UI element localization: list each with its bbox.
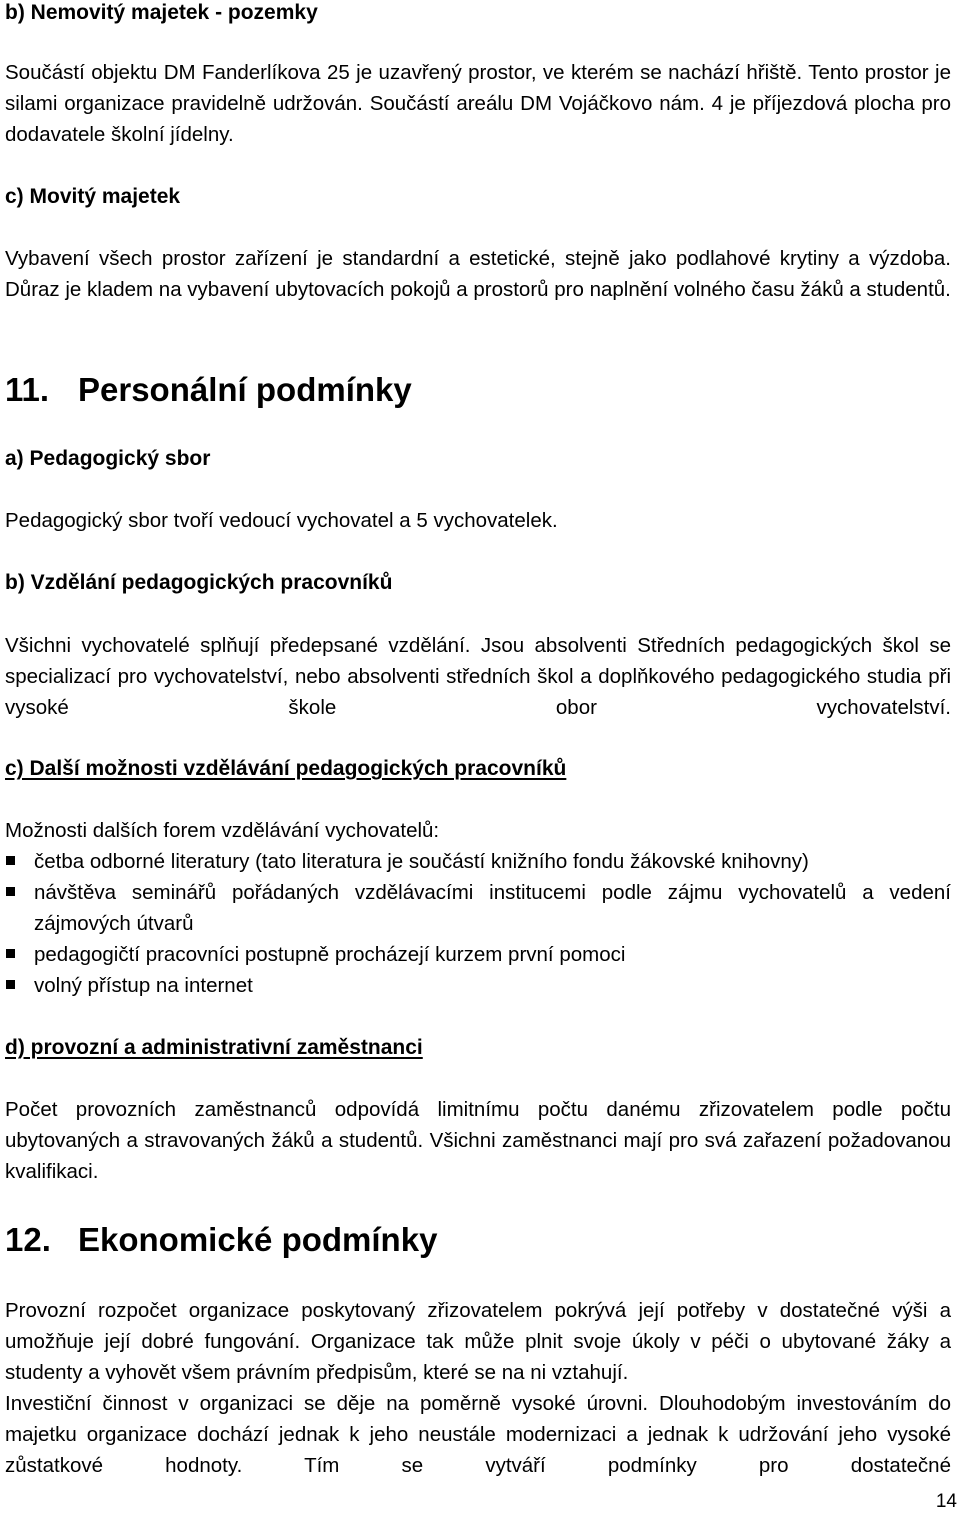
heading-vzdelani: b) Vzdělání pedagogických pracovníků xyxy=(5,571,393,594)
education-options-list xyxy=(5,846,951,1001)
heading-dalsi-moznosti: c) Další možnosti vzdělávání pedagogických pracovníků xyxy=(5,757,567,780)
bullet-square-icon xyxy=(6,856,15,865)
list-item: návštěva seminářů pořádaných vzdělávacími institucemi podle zájmu vychovatelů a vedení zájmových útvarů xyxy=(5,877,951,939)
paragraph-moznosti-intro: Možnosti dalších forem vzdělávání vychovatelů: xyxy=(5,819,440,842)
heading-nemovity-majetek: b) Nemovitý majetek - pozemky xyxy=(5,1,318,24)
chapter-12-number: 12. xyxy=(5,1221,51,1258)
chapter-12-heading xyxy=(5,1220,951,1260)
paragraph-pedagogicky-sbor: Pedagogický sbor tvoří vedoucí vychovatel a 5 vychovatelek. xyxy=(5,509,558,532)
chapter-11-title: Personální podmínky xyxy=(78,371,412,408)
paragraph-movity-majetek: Vybavení všech prostor zařízení je standardní a estetické, stejně jako podlahové krytiny a výzdoba. Důraz je kladem na vybavení ubytovacích pokojů a prostorů pro naplnění volného času žáků a studentů. xyxy=(5,247,951,301)
heading-pedagogicky-sbor: a) Pedagogický sbor xyxy=(5,447,211,470)
paragraph-ekonomicke-1: Provozní rozpočet organizace poskytovaný zřizovatelem pokrývá její potřeby v dostatečné výši a umožňuje její dobré fungování. Organizace tak může plnit svoje úkoly v péči o ubytované žáky a studenty a vyhovět všem právním předpisům, které se na ni vztahují. xyxy=(5,1299,951,1384)
heading-movity-majetek: c) Movitý majetek xyxy=(5,185,181,208)
paragraph-vzdelani: Všichni vychovatelé splňují předepsané vzdělání. Jsou absolventi Středních pedagogických škol se specializací pro vychovatelství, nebo absolventi středních škol a doplňkového pedagogického studia při vysoké škole obor vychovatelství. xyxy=(5,634,951,719)
chapter-11-number: 11. xyxy=(5,371,50,408)
paragraph-nemovity-majetek: Součástí objektu DM Fanderlíkova 25 je uzavřený prostor, ve kterém se nachází hřiště. Tento prostor je silami organizace pravidelně udržován. Součástí areálu DM Vojáčkovo nám. 4 je příjezdová plocha pro dodavatele školní jídelny. xyxy=(5,61,951,146)
bullet-square-icon xyxy=(6,887,15,896)
bullet-square-icon xyxy=(6,980,15,989)
paragraph-ekonomicke-2: Investiční činnost v organizaci se děje na poměrně vysoké úrovni. Dlouhodobým investováním do majetku organizace dochází jednak k jeho neustále modernizaci a jednak k udržování jeho vysoké zůstatkové hodnoty. Tím se vytváří podmínky pro dostatečné xyxy=(5,1392,951,1477)
heading-provozni-zamestnanci: d) provozní a administrativní zaměstnanci xyxy=(5,1036,423,1059)
list-item: pedagogičtí pracovníci postupně procházejí kurzem první pomoci xyxy=(5,939,951,970)
chapter-12-title: Ekonomické podmínky xyxy=(78,1221,438,1258)
bullet-square-icon xyxy=(6,949,15,958)
paragraph-provozni-zamestnanci: Počet provozních zaměstnanců odpovídá limitnímu počtu danému zřizovatelem podle počtu ubytovaných a stravovaných žáků a studentů. Všichni zaměstnanci mají pro svá zařazení požadovanou kvalifikaci. xyxy=(5,1098,951,1183)
list-item: volný přístup na internet xyxy=(5,970,951,1001)
chapter-11-heading xyxy=(5,370,951,410)
list-item: četba odborné literatury (tato literatura je součástí knižního fondu žákovské knihovny) xyxy=(5,846,951,877)
page-number: 14 xyxy=(935,1491,957,1512)
